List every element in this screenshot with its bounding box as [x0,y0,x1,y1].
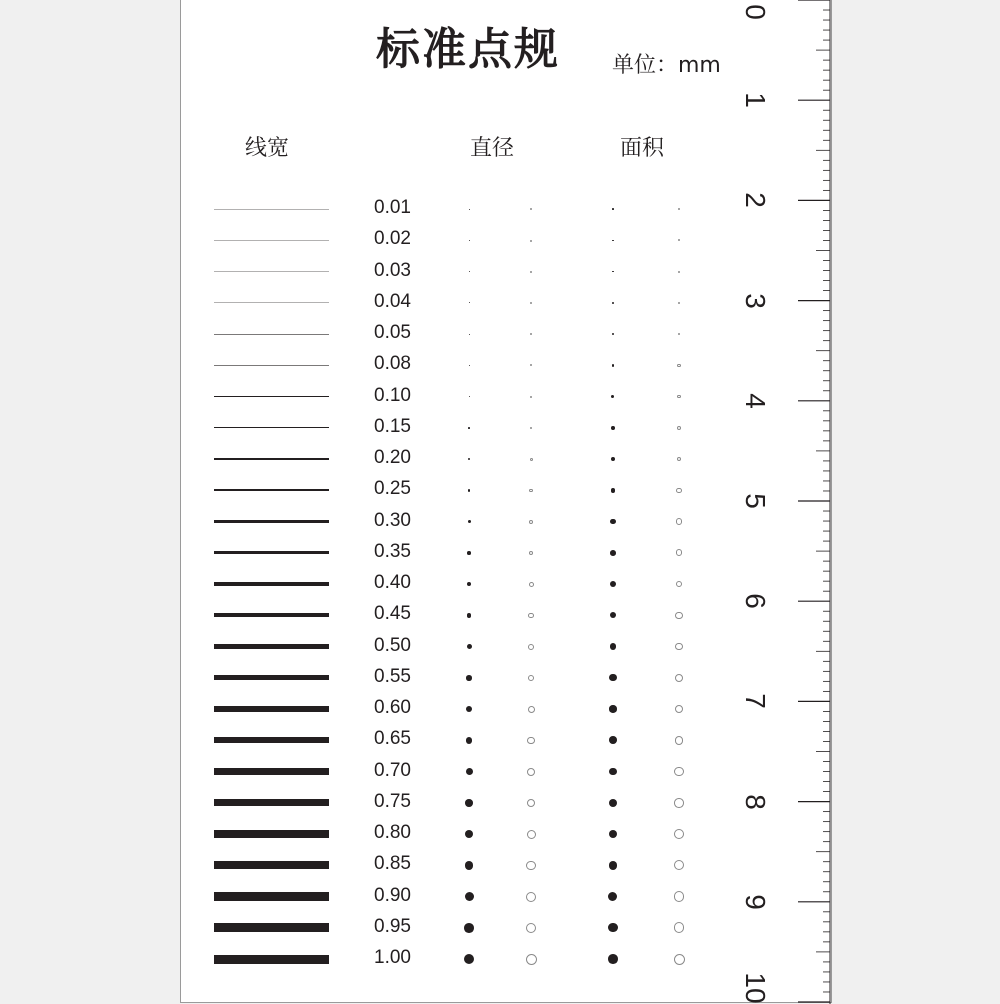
row-value: 0.20 [374,447,411,468]
ruler-number: 2 [740,192,771,209]
column-header-diameter: 直径 [470,136,515,161]
ruler-number: 9 [740,894,771,910]
page-title: 标准点规 [376,24,560,75]
row-value: 0.80 [374,822,411,843]
ruler-number: 5 [740,493,771,509]
row-value: 0.50 [374,634,411,656]
row-value: 0.45 [374,603,411,625]
row-value: 0.95 [374,915,411,937]
ruler-number: 7 [740,693,771,710]
row-value: 0.30 [374,509,411,531]
ruler-number: 1 [740,92,771,108]
ruler-number: 4 [740,393,771,409]
row-value: 0.03 [374,259,411,281]
row-value: 0.02 [374,228,411,250]
unit-label: 单位：mm [612,53,721,78]
row-value: 0.90 [374,884,411,906]
row-value: 0.85 [374,853,411,875]
row-value: 0.10 [374,384,411,406]
row-value: 0.25 [374,478,411,500]
row-value: 0.15 [374,415,411,437]
row-value: 0.55 [374,665,411,687]
column-header-area: 面积 [620,136,665,161]
ruler-number: 10 [740,972,771,1004]
ruler-number: 3 [740,292,771,309]
ruler-number: 6 [740,593,771,609]
ruler-number: 8 [740,793,771,810]
column-header-line-width: 线宽 [245,136,290,161]
row-value: 0.65 [374,728,411,750]
row-value: 0.01 [374,197,411,218]
row-value: 0.04 [374,290,411,312]
row-value: 0.75 [374,790,411,812]
ruler-number: 0 [740,4,771,20]
row-value: 0.08 [374,353,411,375]
row-value: 0.40 [374,572,411,593]
row-value: 0.70 [374,759,411,781]
row-value: 0.05 [374,322,411,343]
row-value: 1.00 [374,947,411,968]
row-value: 0.35 [374,540,411,562]
row-value: 0.60 [374,697,411,718]
